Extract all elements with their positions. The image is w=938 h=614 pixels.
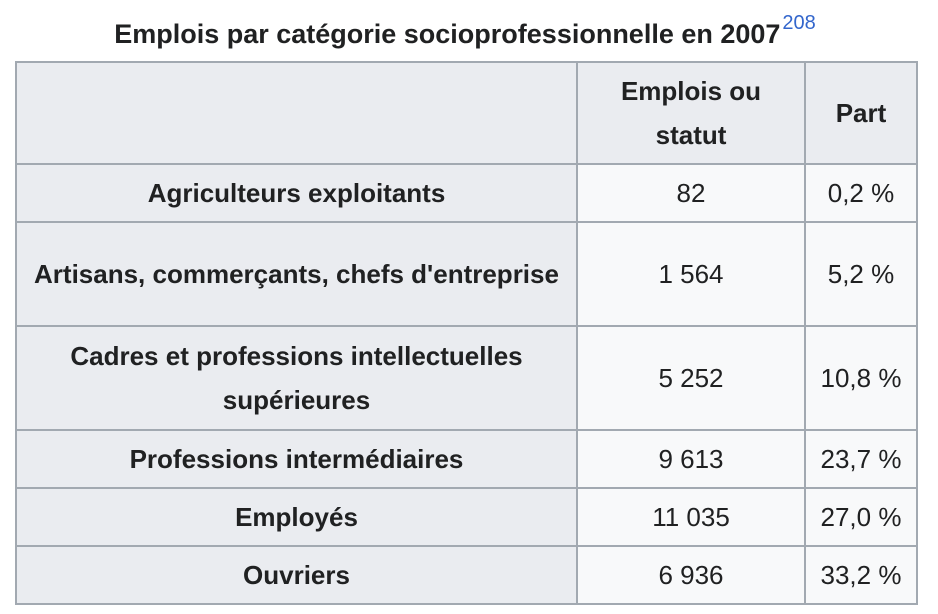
row-header-category: Cadres et professions intellectuelles supérieures xyxy=(16,326,577,430)
cell-share: 23,7 % xyxy=(805,430,917,488)
table-row xyxy=(16,326,917,430)
table-row xyxy=(16,222,917,326)
cell-share: 10,8 % xyxy=(805,326,917,430)
table-row xyxy=(16,430,917,488)
row-header-category: Professions intermédiaires xyxy=(16,430,577,488)
cell-share: 0,2 % xyxy=(805,164,917,222)
header-cell-empty xyxy=(16,62,577,164)
row-header-category: Employés xyxy=(16,488,577,546)
cell-jobs: 6 936 xyxy=(577,546,805,604)
table-row xyxy=(16,164,917,222)
cell-jobs: 11 035 xyxy=(577,488,805,546)
cell-jobs: 9 613 xyxy=(577,430,805,488)
header-cell-jobs: Emplois ou statut xyxy=(577,62,805,164)
cell-share: 33,2 % xyxy=(805,546,917,604)
table-caption-text: Emplois par catégorie socioprofessionnelle en 2007 xyxy=(114,19,781,49)
table-caption xyxy=(15,6,915,58)
cell-jobs: 5 252 xyxy=(577,326,805,430)
cell-share: 27,0 % xyxy=(805,488,917,546)
table-row xyxy=(16,488,917,546)
row-header-category: Artisans, commerçants, chefs d'entreprise xyxy=(16,222,577,326)
employment-table xyxy=(15,61,918,605)
row-header-category: Agriculteurs exploitants xyxy=(16,164,577,222)
cell-share: 5,2 % xyxy=(805,222,917,326)
table-header-row xyxy=(16,62,917,164)
footnote-reference-link[interactable]: 208 xyxy=(782,12,816,34)
header-cell-share: Part xyxy=(805,62,917,164)
row-header-category: Ouvriers xyxy=(16,546,577,604)
table-row xyxy=(16,546,917,604)
cell-jobs: 82 xyxy=(577,164,805,222)
cell-jobs: 1 564 xyxy=(577,222,805,326)
